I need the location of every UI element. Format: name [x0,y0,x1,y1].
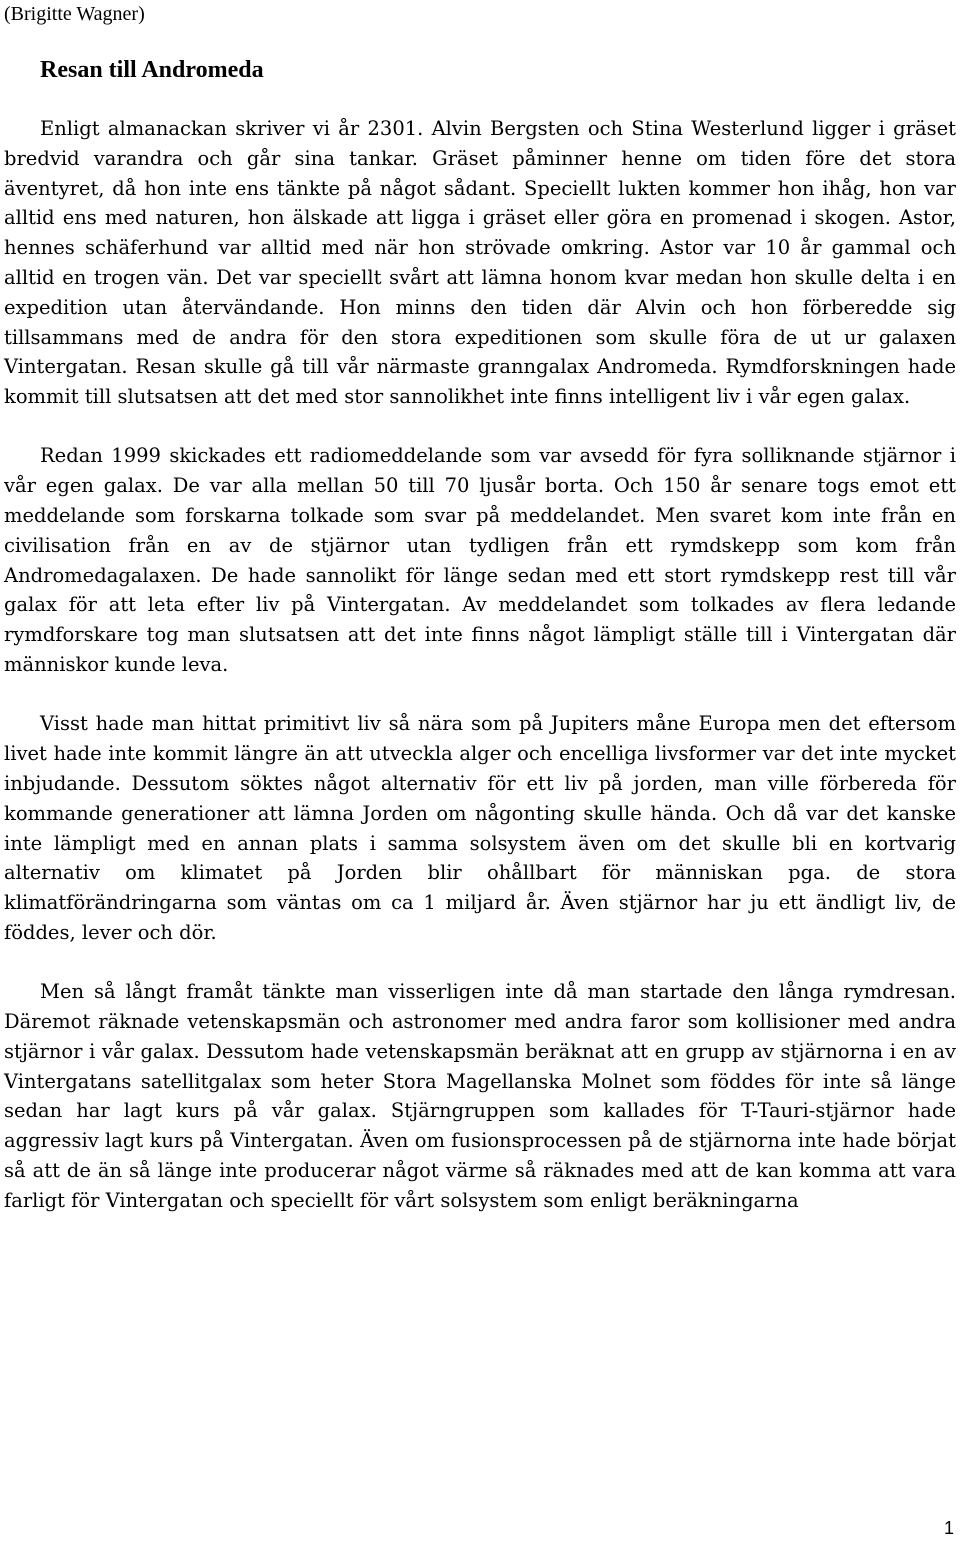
page-number: 1 [943,1518,954,1538]
author-line: (Brigitte Wagner) [4,3,145,25]
paragraph-4: Men så långt framåt tänkte man visserligen inte då man startade den långa rymdresan. Däremot räknade vetenskapsmän och astronomer med andra faror som kollisioner med andra stjärnor i vår galax. Dessutom hade vetenskapsmän beräknat att en grupp av stjärnorna i en av Vintergatans satellitgalax som heter Stora Magellanska Molnet som föddes för inte så länge sedan har lagt kurs på vår galax. Stjärngruppen som kallades för T-Tauri-stjärnor hade aggressiv lagt kurs på Vintergatan. Även om fusionsprocessen på de stjärnorna inte hade börjat så att de än så länge inte producerar något värme så räknades med att de kan komma att vara farligt för Vintergatan och speciellt för vårt solsystem som enligt beräkningarna [4,980,956,1212]
paragraph-2: Redan 1999 skickades ett radiomeddelande som var avsedd för fyra solliknande stjärnor i vår egen galax. De var alla mellan 50 till 70 ljusår borta. Och 150 år senare togs emot ett meddelande som forskarna tolkade som svar på meddelandet. Men svaret kom inte från en civilisation från en av de stjärnor utan tydligen från ett rymdskepp som kom från Andromedagalaxen. De hade sannolikt för länge sedan med ett stort rymdskepp rest till vår galax för att leta efter liv på Vintergatan. Av meddelandet som tolkades av flera ledande rymdforskare tog man slutsatsen att det inte finns något lämpligt ställe till i Vintergatan där människor kunde leva. [4,444,956,677]
paragraph-1: Enligt almanackan skriver vi år 2301. Alvin Bergsten och Stina Westerlund ligger i gräset bredvid varandra och går sina tankar. Gräset påminner henne om tiden före det stora äventyret, då hon inte ens tänkte på något sådant. Speciellt lukten kommer hon ihåg, hon var alltid ens med naturen, hon älskade att ligga i gräset eller göra en promenad i skogen. Astor, hennes schäferhund var alltid med när hon strövade omkring. Astor var 10 år gammal och alltid en trogen vän. Det var speciellt svårt att lämna honom kvar medan hon skulle delta i en expedition utan återvändande. Hon minns den tiden där Alvin och hon förberedde sig tillsammans med de andra för den stora expeditionen som skulle föra de ut ur galaxen Vintergatan. Resan skulle gå till vår närmaste granngalax Andromeda. Rymdforskningen hade kommit till slutsatsen att det med stor sannolikhet inte finns intelligent liv i vår egen galax. [4,117,956,409]
body-text [4,114,956,1245]
paragraph-3: Visst hade man hittat primitivt liv så nära som på Jupiters måne Europa men det eftersom livet hade inte kommit längre än att utveckla alger och encelliga livsformer var det inte mycket inbjudande. Dessutom söktes något alternativ för ett liv på jorden, man ville förbereda för kommande generationer att lämna Jorden om någonting skulle hända. Och då var det kanske inte lämpligt med en annan plats i samma solsystem även om det skulle bli en kortvarig alternativ om klimatet på Jorden blir ohållbart för människan pga. de stora klimatförändringarna som väntas om ca 1 miljard år. Även stjärnor har ju ett ändligt liv, de föddes, lever och dör. [4,712,956,944]
page-title: Resan till Andromeda [40,57,264,83]
